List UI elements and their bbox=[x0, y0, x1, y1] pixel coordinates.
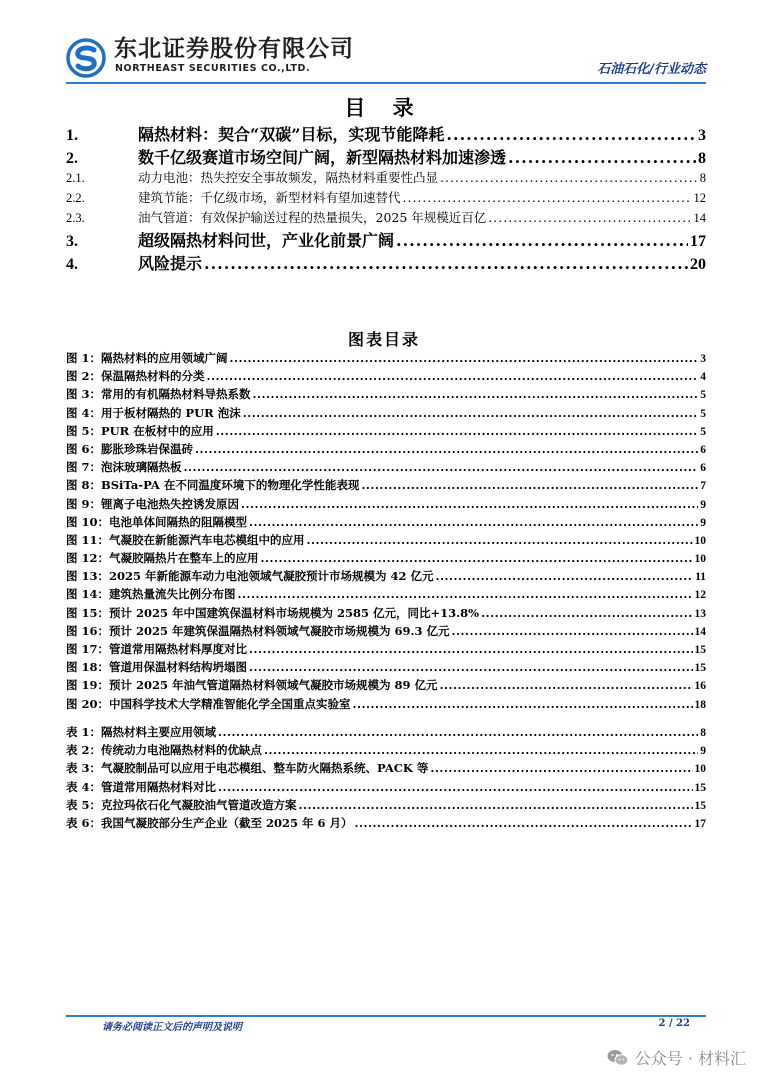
figure-index-entry[interactable] bbox=[66, 423, 706, 441]
dot-leader bbox=[355, 816, 693, 830]
entry-label: 表 5：克拉玛依石化气凝胶油气管道改造方案 bbox=[66, 797, 297, 812]
toc-entry-title: 建筑节能：千亿级市场，新型材料有望加速替代 bbox=[138, 190, 401, 205]
entry-page: 6 bbox=[700, 443, 706, 456]
toc-entry-title: 隔热材料：契合“双碳”目标，实现节能降耗 bbox=[138, 125, 445, 144]
header-divider bbox=[66, 82, 706, 84]
tables-index bbox=[66, 724, 706, 833]
toc-entry-number: 3. bbox=[66, 233, 78, 250]
entry-page: 10 bbox=[694, 534, 706, 547]
toc-entry-number: 2. bbox=[66, 150, 78, 167]
toc-entry[interactable] bbox=[66, 145, 706, 168]
toc-entry[interactable] bbox=[66, 168, 706, 188]
entry-label: 表 1：隔热材料主要应用领域 bbox=[66, 725, 217, 739]
entry-page: 5 bbox=[700, 407, 706, 420]
figure-index-entry[interactable] bbox=[66, 459, 706, 477]
entry-label: 图 5：PUR 在板材中的应用 bbox=[66, 423, 214, 438]
toc-entry-page: 12 bbox=[693, 191, 706, 205]
dot-leader bbox=[396, 231, 688, 250]
entry-label: 图 12：气凝胶隔热片在整车上的应用 bbox=[66, 551, 259, 566]
entry-page: 3 bbox=[700, 353, 706, 365]
northeast-securities-logo-icon bbox=[66, 38, 106, 78]
watermark-text: 公众号 · 材料汇 bbox=[634, 1049, 746, 1068]
toc-entry[interactable] bbox=[66, 251, 706, 274]
entry-page: 10 bbox=[694, 763, 706, 776]
entry-page: 15 bbox=[694, 781, 706, 794]
entry-label: 图 14：建筑热量流失比例分布图 bbox=[66, 587, 236, 602]
dot-leader bbox=[436, 569, 694, 583]
entry-label: 图 20：中国科学技术大学精准智能化学全国重点实验室 bbox=[66, 696, 351, 711]
toc-entry-number: 2.2. bbox=[66, 191, 85, 205]
table-index-entry[interactable] bbox=[66, 797, 706, 815]
figure-index-entry[interactable] bbox=[66, 550, 706, 568]
dot-leader bbox=[261, 551, 693, 565]
dot-leader bbox=[446, 125, 696, 144]
figures-index bbox=[66, 350, 706, 714]
entry-label: 图 16：预计 2025 年建筑保温隔热材料领域气凝胶市场规模为 69.3 亿元 bbox=[66, 623, 450, 638]
entry-label: 表 6：我国气凝胶部分生产企业（截至 2025 年 6 月） bbox=[66, 815, 353, 830]
figure-index-entry[interactable] bbox=[66, 696, 706, 714]
dot-leader bbox=[238, 587, 693, 601]
entry-label: 表 3：气凝胶制品可以应用于电芯模组、整车防火隔热系统、PACK 等 bbox=[66, 761, 429, 776]
dot-leader bbox=[243, 406, 699, 420]
entry-label: 图 7：泡沫玻璃隔热板 bbox=[66, 460, 182, 475]
dot-leader bbox=[216, 424, 699, 438]
toc-entry[interactable] bbox=[66, 122, 706, 145]
toc-entry-number: 4. bbox=[66, 256, 78, 273]
dot-leader bbox=[207, 369, 699, 383]
entry-page: 10 bbox=[694, 553, 706, 566]
entry-label: 图 1：隔热材料的应用领域广阔 bbox=[66, 351, 228, 365]
dot-leader bbox=[353, 697, 693, 711]
dot-leader bbox=[264, 743, 698, 757]
dot-leader bbox=[249, 515, 698, 529]
table-index-entry[interactable] bbox=[66, 815, 706, 833]
dot-leader bbox=[452, 624, 693, 638]
table-index-entry[interactable] bbox=[66, 779, 706, 797]
toc-entry-title: 超级隔热材料问世，产业化前景广阔 bbox=[138, 231, 395, 250]
entry-page: 15 bbox=[694, 799, 706, 812]
dot-leader bbox=[230, 351, 699, 365]
figure-index-entry[interactable] bbox=[66, 496, 706, 514]
figure-index-entry[interactable] bbox=[66, 605, 706, 623]
figure-index-entry[interactable] bbox=[66, 677, 706, 695]
entry-label: 图 8：BSiTa-PA 在不同温度环境下的物理化学性能表现 bbox=[66, 478, 360, 493]
company-name-en: NORTHEAST SECURITIES CO.,LTD. bbox=[115, 63, 311, 74]
toc-entry-number: 2.3. bbox=[66, 211, 85, 225]
entry-label: 图 18：管道用保温材料结构坍塌图 bbox=[66, 660, 248, 675]
table-of-contents bbox=[66, 122, 706, 274]
entry-page: 9 bbox=[700, 516, 706, 529]
figure-index-entry[interactable] bbox=[66, 350, 706, 368]
entry-label: 图 4：用于板材隔热的 PUR 泡沫 bbox=[66, 405, 241, 420]
figure-index-entry[interactable] bbox=[66, 623, 706, 641]
entry-page: 9 bbox=[700, 745, 706, 758]
toc-title: 目 录 bbox=[344, 95, 424, 120]
figure-index-entry[interactable] bbox=[66, 477, 706, 495]
entry-page: 13 bbox=[694, 607, 706, 620]
toc-entry[interactable] bbox=[66, 188, 706, 208]
entry-label: 图 9：锂离子电池热失控诱发原因 bbox=[66, 496, 240, 511]
toc-entry-title: 动力电池：热失控安全事故频发，隔热材料重要性凸显 bbox=[138, 170, 439, 185]
entry-page: 6 bbox=[700, 462, 706, 475]
dot-leader bbox=[307, 533, 693, 547]
entry-label: 图 17：管道常用隔热材料厚度对比 bbox=[66, 642, 248, 656]
entry-page: 16 bbox=[694, 680, 706, 693]
entry-label: 图 11：气凝胶在新能源汽车电芯模组中的应用 bbox=[66, 532, 305, 547]
figure-index-entry[interactable] bbox=[66, 514, 706, 532]
figure-index-entry[interactable] bbox=[66, 368, 706, 386]
page-number: 2 / 22 bbox=[658, 1018, 690, 1029]
dot-leader bbox=[299, 798, 693, 812]
figure-index-entry[interactable] bbox=[66, 641, 706, 659]
entry-label: 图 6：膨胀珍珠岩保温砖 bbox=[66, 441, 194, 456]
dot-leader bbox=[430, 761, 692, 775]
table-index-entry[interactable] bbox=[66, 724, 706, 742]
entry-label: 图 2：保温隔热材料的分类 bbox=[66, 369, 205, 384]
figures-index-title: 图表目录 bbox=[347, 330, 420, 349]
dot-leader bbox=[440, 678, 693, 692]
entry-page: 9 bbox=[700, 498, 706, 511]
figure-index-entry[interactable] bbox=[66, 568, 706, 586]
dot-leader bbox=[488, 210, 691, 225]
dot-leader bbox=[508, 148, 696, 167]
dot-leader bbox=[440, 170, 698, 185]
entry-label: 图 19：预计 2025 年油气管道隔热材料领域气凝胶市场规模为 89 亿元 bbox=[66, 678, 438, 693]
figure-index-entry[interactable] bbox=[66, 532, 706, 550]
dot-leader bbox=[403, 190, 692, 205]
figure-index-entry[interactable] bbox=[66, 659, 706, 677]
toc-entry-page: 14 bbox=[693, 211, 706, 225]
dot-leader bbox=[253, 387, 699, 401]
entry-page: 15 bbox=[694, 662, 706, 675]
footer-disclaimer: 请务必阅读正文后的声明及说明 bbox=[102, 1022, 242, 1033]
toc-entry[interactable] bbox=[66, 228, 706, 251]
entry-page: 11 bbox=[695, 571, 706, 584]
entry-page: 15 bbox=[694, 644, 706, 656]
entry-label: 表 2：传统动力电池隔热材料的优缺点 bbox=[66, 743, 263, 758]
dot-leader bbox=[218, 780, 692, 794]
entry-page: 5 bbox=[700, 425, 706, 438]
entry-page: 5 bbox=[700, 389, 706, 402]
toc-entry-page: 8 bbox=[699, 171, 706, 185]
toc-entry-page: 8 bbox=[698, 150, 706, 167]
wechat-icon bbox=[607, 1049, 629, 1067]
figure-index-entry[interactable] bbox=[66, 441, 706, 459]
toc-entry-title: 油气管道：有效保护输送过程的热量损失，2025 年规模近百亿 bbox=[138, 210, 487, 225]
entry-label: 图 15：预计 2025 年中国建筑保温材料市场规模为 2585 亿元，同比+13.8% bbox=[66, 605, 480, 620]
dot-leader bbox=[204, 254, 688, 273]
dot-leader bbox=[249, 660, 692, 674]
dot-leader bbox=[184, 460, 699, 474]
figure-index-entry[interactable] bbox=[66, 586, 706, 604]
entry-page: 4 bbox=[700, 371, 706, 384]
dot-leader bbox=[361, 478, 698, 492]
toc-entry-page: 20 bbox=[690, 256, 706, 273]
entry-page: 17 bbox=[694, 817, 706, 830]
entry-page: 12 bbox=[694, 589, 706, 602]
dot-leader bbox=[481, 606, 692, 620]
toc-entry-page: 3 bbox=[698, 127, 706, 144]
toc-entry-title: 风险提示 bbox=[138, 254, 203, 273]
entry-label: 图 3：常用的有机隔热材料导热系数 bbox=[66, 387, 251, 402]
figure-index-entry[interactable] bbox=[66, 386, 706, 404]
entry-label: 表 4：管道常用隔热材料对比 bbox=[66, 779, 217, 794]
toc-entry-number: 1. bbox=[66, 127, 78, 144]
report-category: 石油石化/行业动态 bbox=[597, 62, 706, 77]
figure-index-entry[interactable] bbox=[66, 405, 706, 423]
toc-entry-number: 2.1. bbox=[66, 171, 85, 185]
entry-page: 14 bbox=[694, 625, 706, 638]
entry-page: 8 bbox=[700, 727, 706, 739]
entry-label: 图 13：2025 年新能源车动力电池领域气凝胶预计市场规模为 42 亿元 bbox=[66, 569, 434, 584]
company-name-cn: 东北证券股份有限公司 bbox=[114, 36, 354, 62]
entry-page: 18 bbox=[694, 698, 706, 711]
toc-entry[interactable] bbox=[66, 208, 706, 228]
toc-entry-title: 数千亿级赛道市场空间广阔，新型隔热材料加速渗透 bbox=[138, 148, 507, 167]
watermark bbox=[607, 1046, 746, 1069]
entry-page: 7 bbox=[700, 480, 706, 493]
toc-entry-page: 17 bbox=[690, 233, 706, 250]
dot-leader bbox=[241, 497, 698, 511]
entry-label: 图 10：电池单体间隔热的阻隔模型 bbox=[66, 514, 248, 529]
dot-leader bbox=[195, 442, 698, 456]
dot-leader bbox=[249, 642, 692, 656]
dot-leader bbox=[218, 725, 698, 739]
table-index-entry[interactable] bbox=[66, 760, 706, 778]
page-header bbox=[66, 36, 706, 82]
footer-divider bbox=[66, 1015, 706, 1017]
table-index-entry[interactable] bbox=[66, 742, 706, 760]
